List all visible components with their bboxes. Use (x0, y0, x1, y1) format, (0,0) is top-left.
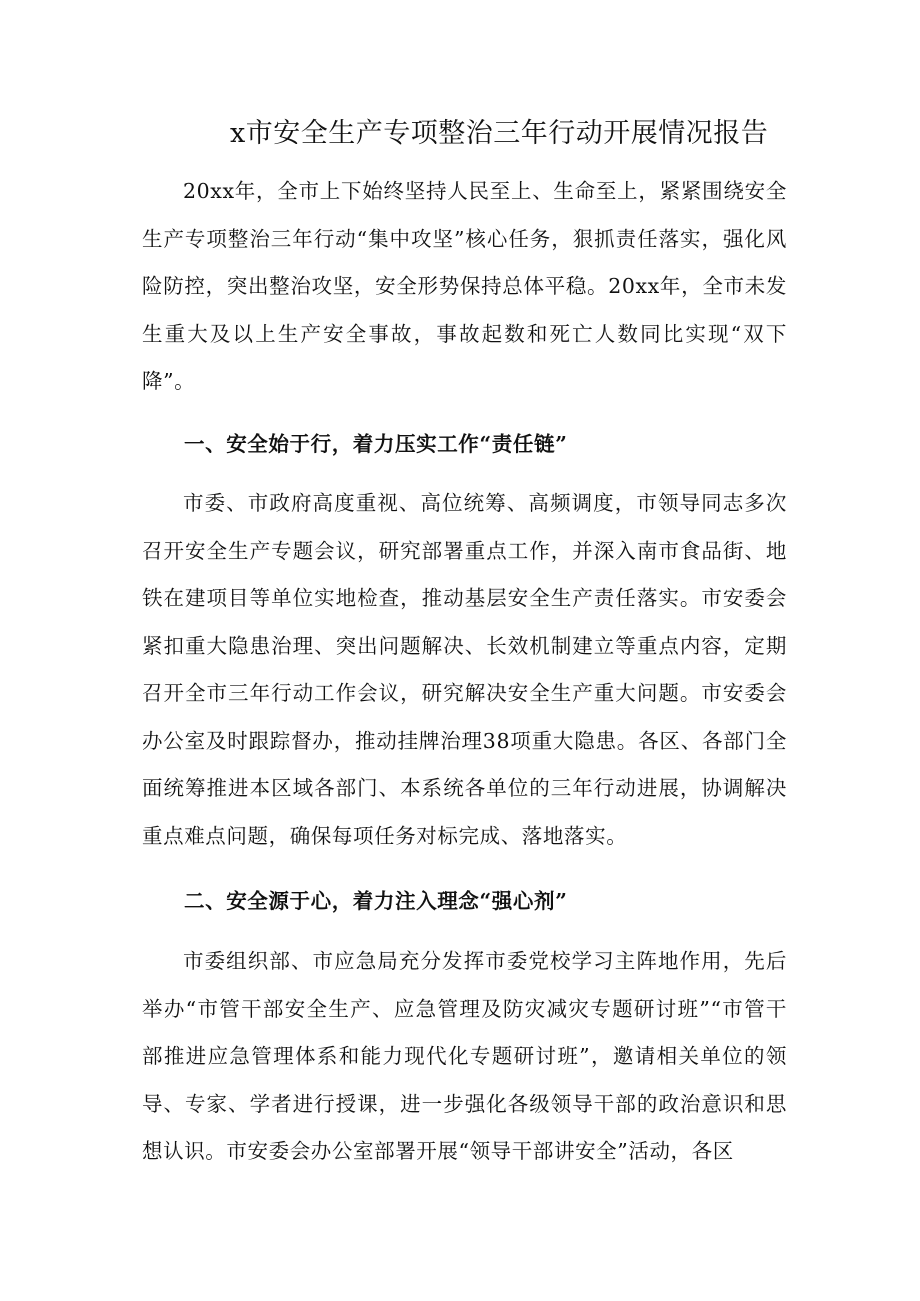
section-body-2: 市委组织部、市应急局充分发挥市委党校学习主阵地作用，先后举办“市管干部安全生产、应急管理及防灾减灾专题研讨班”“市管干部推进应急管理体系和能力现代化专题研讨班”，邀请相关单位的领导、专家、学者进行授课，进一步强化各级领导干部的政治意识和思想认识。市安委会办公室部署开展“领导干部讲安全”活动，各区 (142, 949, 787, 1163)
intro-paragraph: 20xx年，全市上下始终坚持人民至上、生命至上，紧紧围绕安全生产专项整治三年行动“集中攻坚”核心任务，狠抓责任落实，强化风险防控，突出整治攻坚，安全形势保持总体平稳。20xx年，全市未发生重大及以上生产安全事故，事故起数和死亡人数同比实现“双下降”。 (142, 179, 787, 393)
document-title: x市安全生产专项整治三年行动开展情况报告 (230, 118, 769, 149)
section-body-1: 市委、市政府高度重视、高位统筹、高频调度，市领导同志多次召开安全生产专题会议，研究部署重点工作，并深入南市食品街、地铁在建项目等单位实地检查，推动基层安全生产责任落实。市安委会紧扣重大隐患治理、突出问题解决、长效机制建立等重点内容，定期召开全市三年行动工作会议，研究解决安全生产重大问题。市安委会办公室及时跟踪督办，推动挂牌治理38项重大隐患。各区、各部门全面统筹推进本区域各部门、本系统各单位的三年行动进展，协调解决重点难点问题，确保每项任务对标完成、落地落实。 (142, 491, 787, 848)
section-heading-2: 二、安全源于心，着力注入理念“强心剂” (184, 889, 568, 913)
section-heading-1: 一、安全始于行，着力压实工作“责任链” (184, 432, 568, 456)
